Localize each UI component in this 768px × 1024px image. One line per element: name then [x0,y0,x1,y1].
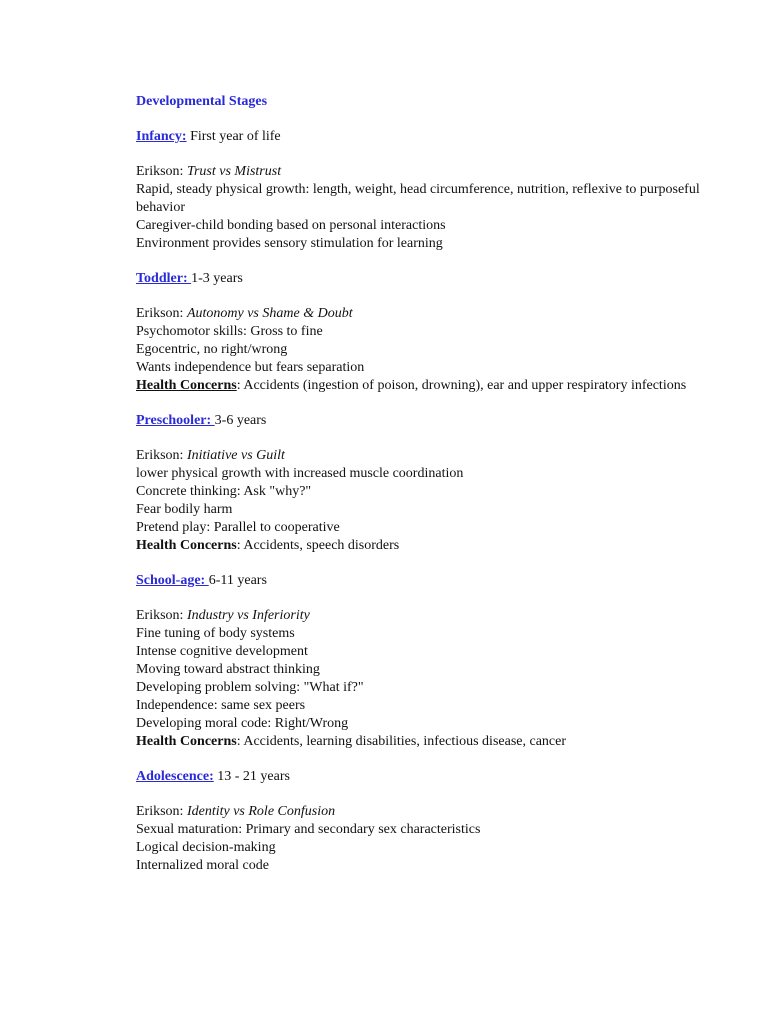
stage-link-toddler[interactable]: Toddler: [136,271,192,286]
section-heading-adolescence [136,768,708,786]
health-concerns-text: : Accidents, learning disabilities, infectious disease, cancer [236,734,566,749]
stage-range-infancy: First year of life [186,129,281,144]
health-concerns-label: Health Concerns [136,378,237,393]
list-item: Moving toward abstract thinking [136,662,320,677]
stage-link-school-age[interactable]: School-age: [136,573,209,588]
stage-range-adolescence: 13 - 21 years [213,769,290,784]
stage-range-school-age: 6-11 years [208,573,267,588]
erikson-line-adolescence [136,803,708,821]
list-item: Independence: same sex peers [136,698,306,713]
list-item: lower physical growth with increased muscle coordination [136,466,464,481]
health-concerns-label: Health Concerns [136,734,237,749]
section-heading-infancy [136,128,708,146]
erikson-prefix: Erikson: [136,608,187,623]
health-concerns-school-age [136,733,708,751]
erikson-prefix: Erikson: [136,306,187,321]
erikson-prefix: Erikson: [136,804,187,819]
section-heading-toddler [136,270,708,288]
erikson-prefix: Erikson: [136,164,187,179]
list-item: Egocentric, no right/wrong [136,342,288,357]
erikson-prefix: Erikson: [136,448,187,463]
list-item: Logical decision-making [136,840,276,855]
list-item: Rapid, steady physical growth: length, weight, head circumference, nutrition, reflexive to purposeful behavior [136,182,700,215]
stage-link-adolescence[interactable]: Adolescence: [136,769,214,784]
stage-range-preschooler: 3-6 years [214,413,267,428]
list-item: Wants independence but fears separation [136,360,365,375]
list-item: Fear bodily harm [136,502,233,517]
health-concerns-text: : Accidents (ingestion of poison, drowning), ear and upper respiratory infections [236,378,687,393]
section-adolescence [136,768,708,875]
erikson-theory-infancy: Trust vs Mistrust [186,164,282,179]
list-item: Fine tuning of body systems [136,626,295,641]
erikson-theory-preschooler: Initiative vs Guilt [186,448,285,463]
list-item: Intense cognitive development [136,644,308,659]
document-title: Developmental Stages [136,94,268,109]
health-concerns-label: Health Concerns [136,538,237,553]
list-item: Caregiver-child bonding based on personal interactions [136,218,446,233]
stage-link-infancy[interactable]: Infancy: [136,129,187,144]
list-item: Sexual maturation: Primary and secondary sex characteristics [136,822,481,837]
section-toddler [136,270,708,395]
erikson-theory-school-age: Industry vs Inferiority [186,608,310,623]
list-item: Concrete thinking: Ask "why?" [136,484,312,499]
list-item: Developing problem solving: "What if?" [136,680,364,695]
erikson-line-infancy [136,163,708,181]
section-heading-preschooler [136,412,708,430]
section-infancy [136,128,708,253]
erikson-line-preschooler [136,447,708,465]
section-preschooler [136,412,708,555]
erikson-line-toddler [136,305,708,323]
health-concerns-text: : Accidents, speech disorders [236,538,400,553]
list-item: Internalized moral code [136,858,269,873]
erikson-theory-adolescence: Identity vs Role Confusion [186,804,336,819]
section-heading-school-age [136,572,708,590]
erikson-line-school-age [136,607,708,625]
health-concerns-toddler [136,377,708,395]
health-concerns-preschooler [136,537,708,555]
section-school-age [136,572,708,751]
list-item: Psychomotor skills: Gross to fine [136,324,323,339]
list-item: Pretend play: Parallel to cooperative [136,520,340,535]
erikson-theory-toddler: Autonomy vs Shame & Doubt [186,306,353,321]
stage-range-toddler: 1-3 years [191,271,243,286]
list-item: Developing moral code: Right/Wrong [136,716,349,731]
list-item: Environment provides sensory stimulation for learning [136,236,443,251]
stage-link-preschooler[interactable]: Preschooler: [136,413,215,428]
